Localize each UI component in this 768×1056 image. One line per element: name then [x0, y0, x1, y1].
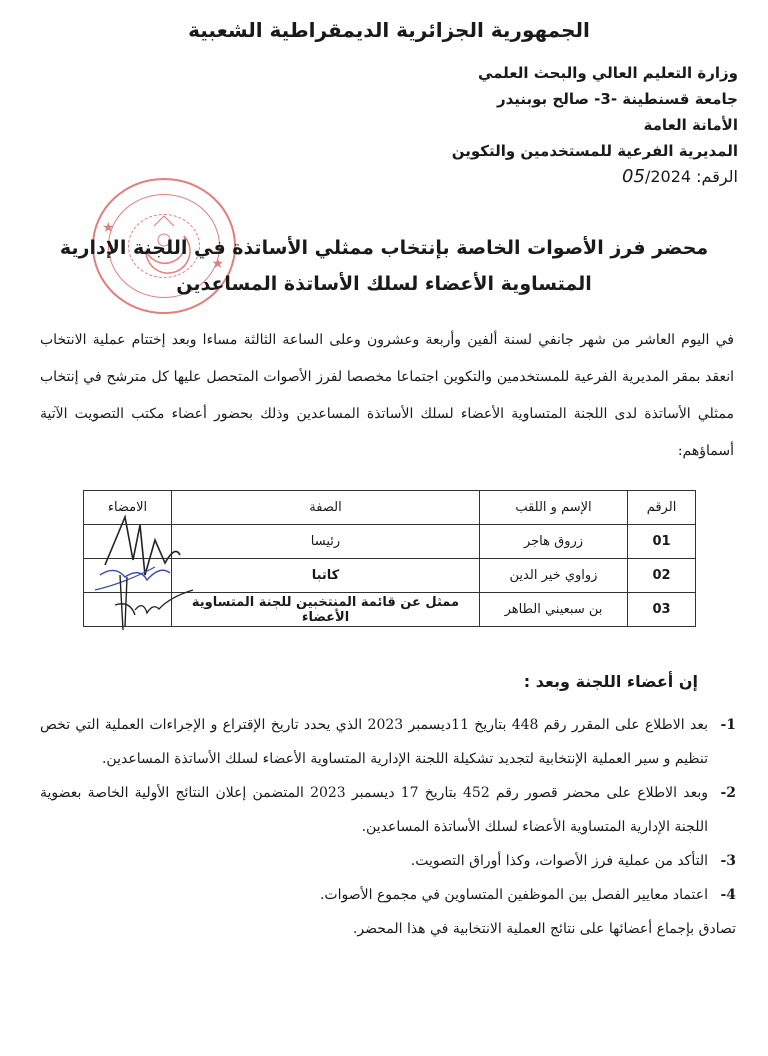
- list-item-number: 2-: [720, 785, 736, 801]
- row-name: زروق هاجر: [480, 525, 628, 559]
- list-item-text: اعتماد معايير الفصل بين الموظفين المتساوين في مجموع الأصوات.: [319, 887, 708, 903]
- list-item-number: 1-: [720, 717, 736, 733]
- stamp-star-icon: ★: [211, 256, 224, 272]
- row-number: 01: [628, 525, 696, 559]
- row-number: 02: [628, 559, 696, 593]
- reference-label: الرقم:: [696, 167, 738, 186]
- document-title: [40, 230, 728, 302]
- reference-value: [622, 167, 691, 186]
- row-number: 03: [628, 593, 696, 627]
- list-item-text: بعد الاطلاع على المقرر رقم 448 بتاريخ 11ديسمبر 2023 الذي يحدد تاريخ الإقتراع و الإجراءات العملية التي تخص تنظيم و سير العملية الإنتخابية لتجديد تشكيلة اللجنة الإدارية المتساوية الأعضاء لسلك الأساتذة المساعدين.: [40, 717, 708, 767]
- table-row: [84, 559, 696, 593]
- title-line-2: المتساوية الأعضاء لسلك الأساتذة المساعدين: [176, 273, 592, 295]
- list-item: [40, 776, 736, 844]
- list-item-text: وبعد الاطلاع على محضر قصور رقم 452 بتاريخ 17 ديسمبر 2023 المتضمن إعلان النتائج الأولية الخاصة بعضوية اللجنة الإدارية المتساوية الأعضاء لسلك الأساتذة المساعدين.: [40, 785, 708, 835]
- list-item-number: 4-: [720, 887, 736, 903]
- row-role: كاتبا: [172, 559, 480, 593]
- reference-year: /2024: [644, 167, 692, 186]
- university-name: جامعة قسنطينة -3- صالح بوبنيدر: [496, 90, 738, 108]
- voting-bureau-table: [83, 490, 696, 627]
- list-item: [40, 708, 736, 776]
- row-signature: [84, 593, 172, 627]
- stamp-star-icon: ★: [102, 220, 115, 236]
- table-row: [84, 593, 696, 627]
- header-signature: الامضاء: [84, 491, 172, 525]
- header-number: الرقم: [628, 491, 696, 525]
- secretariat-name: الأمانة العامة: [643, 116, 738, 134]
- list-item-text: التأكد من عملية فرز الأصوات، وكذا أوراق التصويت.: [410, 853, 708, 869]
- reference-number: [452, 164, 738, 190]
- republic-heading: الجمهورية الجزائرية الديمقراطية الشعبية: [188, 18, 590, 42]
- row-signature: [84, 525, 172, 559]
- row-name: بن سبعيني الطاهر: [480, 593, 628, 627]
- reference-handwritten-number: 05: [622, 166, 645, 187]
- row-role: رئيسا: [172, 525, 480, 559]
- list-item: [40, 844, 736, 878]
- findings-list: [40, 708, 736, 946]
- ministry-name: وزارة التعليم العالي والبحث العلمي: [477, 64, 738, 82]
- intro-paragraph: في اليوم العاشر من شهر جانفي لسنة ألفين وأربعة وعشرون وعلى الساعة الثالثة مساءا وبعد إختتام عملية الانتخاب انعقد بمقر المديرية الفرعية للمستخدمين والتكوين اجتماعا مخصصا لفرز الأصوات المتحصل عليها كل مترشح في إنتخاب ممثلي الأساتذة لدى اللجنة المتساوية الأعضاء لسلك الأساتذة المساعدين وذلك بحضور أعضاء مكتب التصويت الآتية أسماؤهم:: [40, 332, 734, 459]
- header-name: الإسم و اللقب: [480, 491, 628, 525]
- list-item-number: 3-: [720, 853, 736, 869]
- row-role: ممثل عن قائمة المنتخبين للجنة المتساوية الأعضاء: [172, 593, 480, 627]
- section-heading: إن أعضاء اللجنة وبعد :: [523, 672, 698, 691]
- row-name: زواوي خير الدين: [480, 559, 628, 593]
- table-row: [84, 525, 696, 559]
- closing-statement: تصادق بإجماع أعضائها على نتائج العملية الانتخابية في هذا المحضر.: [352, 921, 736, 937]
- directorate-name: المديرية الفرعية للمستخدمين والتكوين: [451, 142, 738, 160]
- row-signature: [84, 559, 172, 593]
- header-role: الصفة: [172, 491, 480, 525]
- title-line-1: محضر فرز الأصوات الخاصة بإنتخاب ممثلي الأساتذة في اللجنة الإدارية: [59, 237, 709, 259]
- list-item: [40, 878, 736, 912]
- institution-header: [452, 60, 738, 190]
- table-header-row: [84, 491, 696, 525]
